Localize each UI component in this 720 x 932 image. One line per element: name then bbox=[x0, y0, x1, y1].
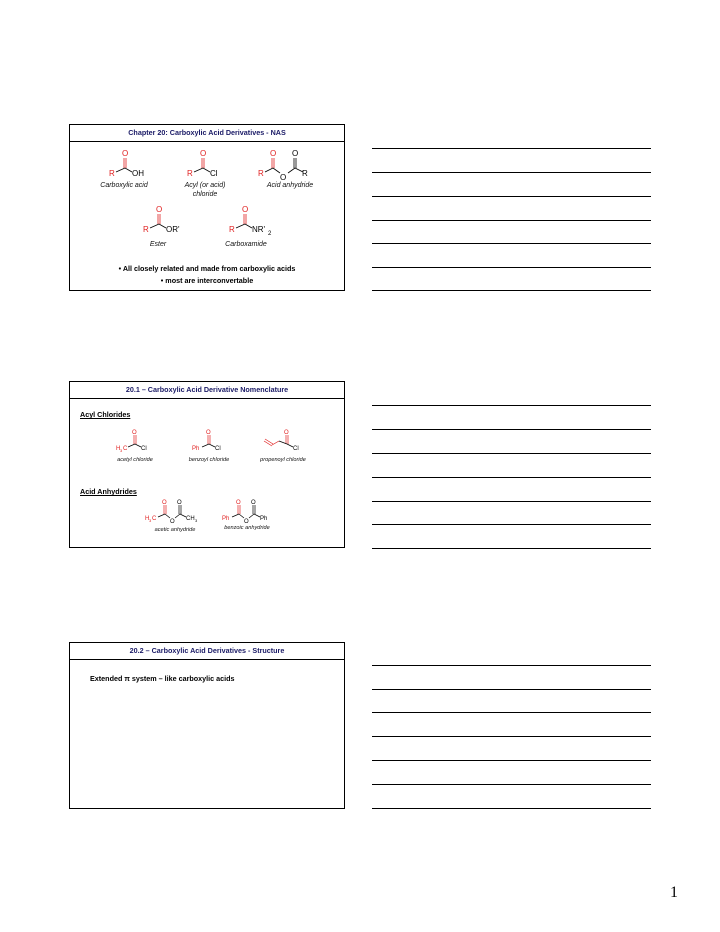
carbonyl-oxygen: O bbox=[242, 205, 249, 214]
note-line bbox=[372, 736, 651, 737]
acetyl-chloride-structure bbox=[114, 427, 160, 453]
note-line bbox=[372, 689, 651, 690]
svg-text:O: O bbox=[236, 500, 241, 506]
carboxylic-acid-label: Carboxylic acid bbox=[100, 182, 148, 189]
benzoyl-chloride-structure bbox=[188, 427, 234, 453]
note-line bbox=[372, 290, 651, 291]
carbonyl-oxygen: O bbox=[200, 149, 207, 158]
svg-text:Ph: Ph bbox=[192, 446, 200, 452]
svg-text:H: H bbox=[145, 516, 150, 522]
r-group-right: R bbox=[302, 169, 308, 178]
r-group: R bbox=[143, 225, 149, 234]
carboxylic-acid-structure bbox=[100, 148, 150, 178]
svg-text:3: 3 bbox=[120, 448, 123, 453]
svg-text:O: O bbox=[206, 430, 211, 436]
svg-text:O: O bbox=[251, 500, 256, 506]
bridging-oxygen: O bbox=[280, 173, 287, 182]
benzoic-anhydride-structure bbox=[218, 497, 278, 525]
note-line bbox=[372, 243, 651, 244]
acid-anhydride-structure bbox=[256, 148, 326, 182]
acyl-chloride-structure bbox=[178, 148, 228, 178]
svg-text:O: O bbox=[244, 519, 249, 525]
note-line bbox=[372, 148, 651, 149]
note-line bbox=[372, 760, 651, 761]
svg-text:CH: CH bbox=[186, 516, 195, 522]
page-number: 1 bbox=[670, 884, 678, 901]
amine-group: NR' bbox=[252, 225, 266, 234]
slide-3-title: 20.2 – Carboxylic Acid Derivatives - Structure bbox=[70, 643, 344, 660]
svg-text:O: O bbox=[170, 519, 175, 525]
svg-text:Cl: Cl bbox=[215, 446, 221, 452]
svg-text:Ph: Ph bbox=[260, 516, 268, 522]
svg-text:Cl: Cl bbox=[141, 446, 147, 452]
note-line bbox=[372, 267, 651, 268]
svg-text:O: O bbox=[162, 500, 167, 506]
svg-text:Cl: Cl bbox=[293, 446, 299, 452]
svg-text:C: C bbox=[123, 446, 128, 452]
svg-text:O: O bbox=[177, 500, 182, 506]
benzoic-anhydride-label: benzoic anhydride bbox=[224, 525, 270, 531]
svg-text:3: 3 bbox=[195, 518, 198, 523]
propenoyl-chloride-structure bbox=[258, 427, 304, 453]
hydroxyl-group: OH bbox=[132, 169, 144, 178]
r-group-left: R bbox=[258, 169, 264, 178]
carboxamide-label: Carboxamide bbox=[225, 241, 267, 248]
svg-text:O: O bbox=[284, 430, 289, 436]
note-line bbox=[372, 196, 651, 197]
r-group: R bbox=[187, 169, 193, 178]
note-line bbox=[372, 784, 651, 785]
acetyl-chloride-label: acetyl chloride bbox=[117, 457, 153, 463]
note-line bbox=[372, 712, 651, 713]
slide-1 bbox=[69, 124, 345, 291]
note-line bbox=[372, 220, 651, 221]
extended-pi-system-text: Extended π system – like carboxylic acids bbox=[90, 674, 235, 683]
benzoyl-chloride-label: benzoyl chloride bbox=[188, 457, 230, 463]
slide-2 bbox=[69, 381, 345, 548]
slide-1-bullet-1: • All closely related and made from carboxylic acids bbox=[118, 264, 296, 273]
note-line bbox=[372, 808, 651, 809]
carbonyl-oxygen: O bbox=[122, 149, 129, 158]
chloride-group: Cl bbox=[210, 169, 218, 178]
amine-subscript: 2 bbox=[268, 231, 272, 236]
slide-2-title: 20.1 – Carboxylic Acid Derivative Nomenclature bbox=[70, 382, 344, 399]
ester-label: Ester bbox=[149, 241, 167, 248]
carbonyl-oxygen: O bbox=[156, 205, 163, 214]
note-line bbox=[372, 453, 651, 454]
slide-1-bullet-2: • most are interconvertable bbox=[160, 276, 254, 285]
note-line bbox=[372, 429, 651, 430]
slide-3 bbox=[69, 642, 345, 809]
svg-text:O: O bbox=[132, 430, 137, 436]
slide-3-body bbox=[70, 660, 344, 810]
ester-structure bbox=[134, 204, 184, 234]
note-line bbox=[372, 172, 651, 173]
acyl-chlorides-heading: Acyl Chlorides bbox=[80, 410, 131, 419]
note-line bbox=[372, 548, 651, 549]
svg-text:C: C bbox=[152, 516, 157, 522]
acid-anhydrides-heading: Acid Anhydrides bbox=[80, 487, 137, 496]
carbonyl-oxygen-right: O bbox=[292, 149, 299, 158]
carboxamide-structure bbox=[220, 204, 280, 236]
slide-2-body bbox=[70, 399, 344, 549]
note-line bbox=[372, 524, 651, 525]
svg-text:3: 3 bbox=[149, 518, 152, 523]
r-group: R bbox=[229, 225, 235, 234]
propenoyl-chloride-label: propenoyl chloride bbox=[260, 457, 306, 463]
svg-text:H: H bbox=[116, 446, 121, 452]
acid-anhydride-label: Acid anhydride bbox=[266, 182, 314, 189]
slide-1-body bbox=[70, 142, 344, 292]
note-line bbox=[372, 665, 651, 666]
carbonyl-oxygen-left: O bbox=[270, 149, 277, 158]
note-line bbox=[372, 405, 651, 406]
acetic-anhydride-structure bbox=[144, 497, 204, 525]
note-line bbox=[372, 501, 651, 502]
alkoxy-group: OR' bbox=[166, 225, 180, 234]
slide-1-title: Chapter 20: Carboxylic Acid Derivatives - NAS bbox=[70, 125, 344, 142]
acyl-chloride-label-line2: chloride bbox=[192, 191, 218, 198]
svg-text:Ph: Ph bbox=[222, 516, 230, 522]
acyl-chloride-label: Acyl (or acid) bbox=[184, 182, 226, 189]
acetic-anhydride-label: acetic anhydride bbox=[154, 527, 196, 533]
r-group: R bbox=[109, 169, 115, 178]
note-line bbox=[372, 477, 651, 478]
